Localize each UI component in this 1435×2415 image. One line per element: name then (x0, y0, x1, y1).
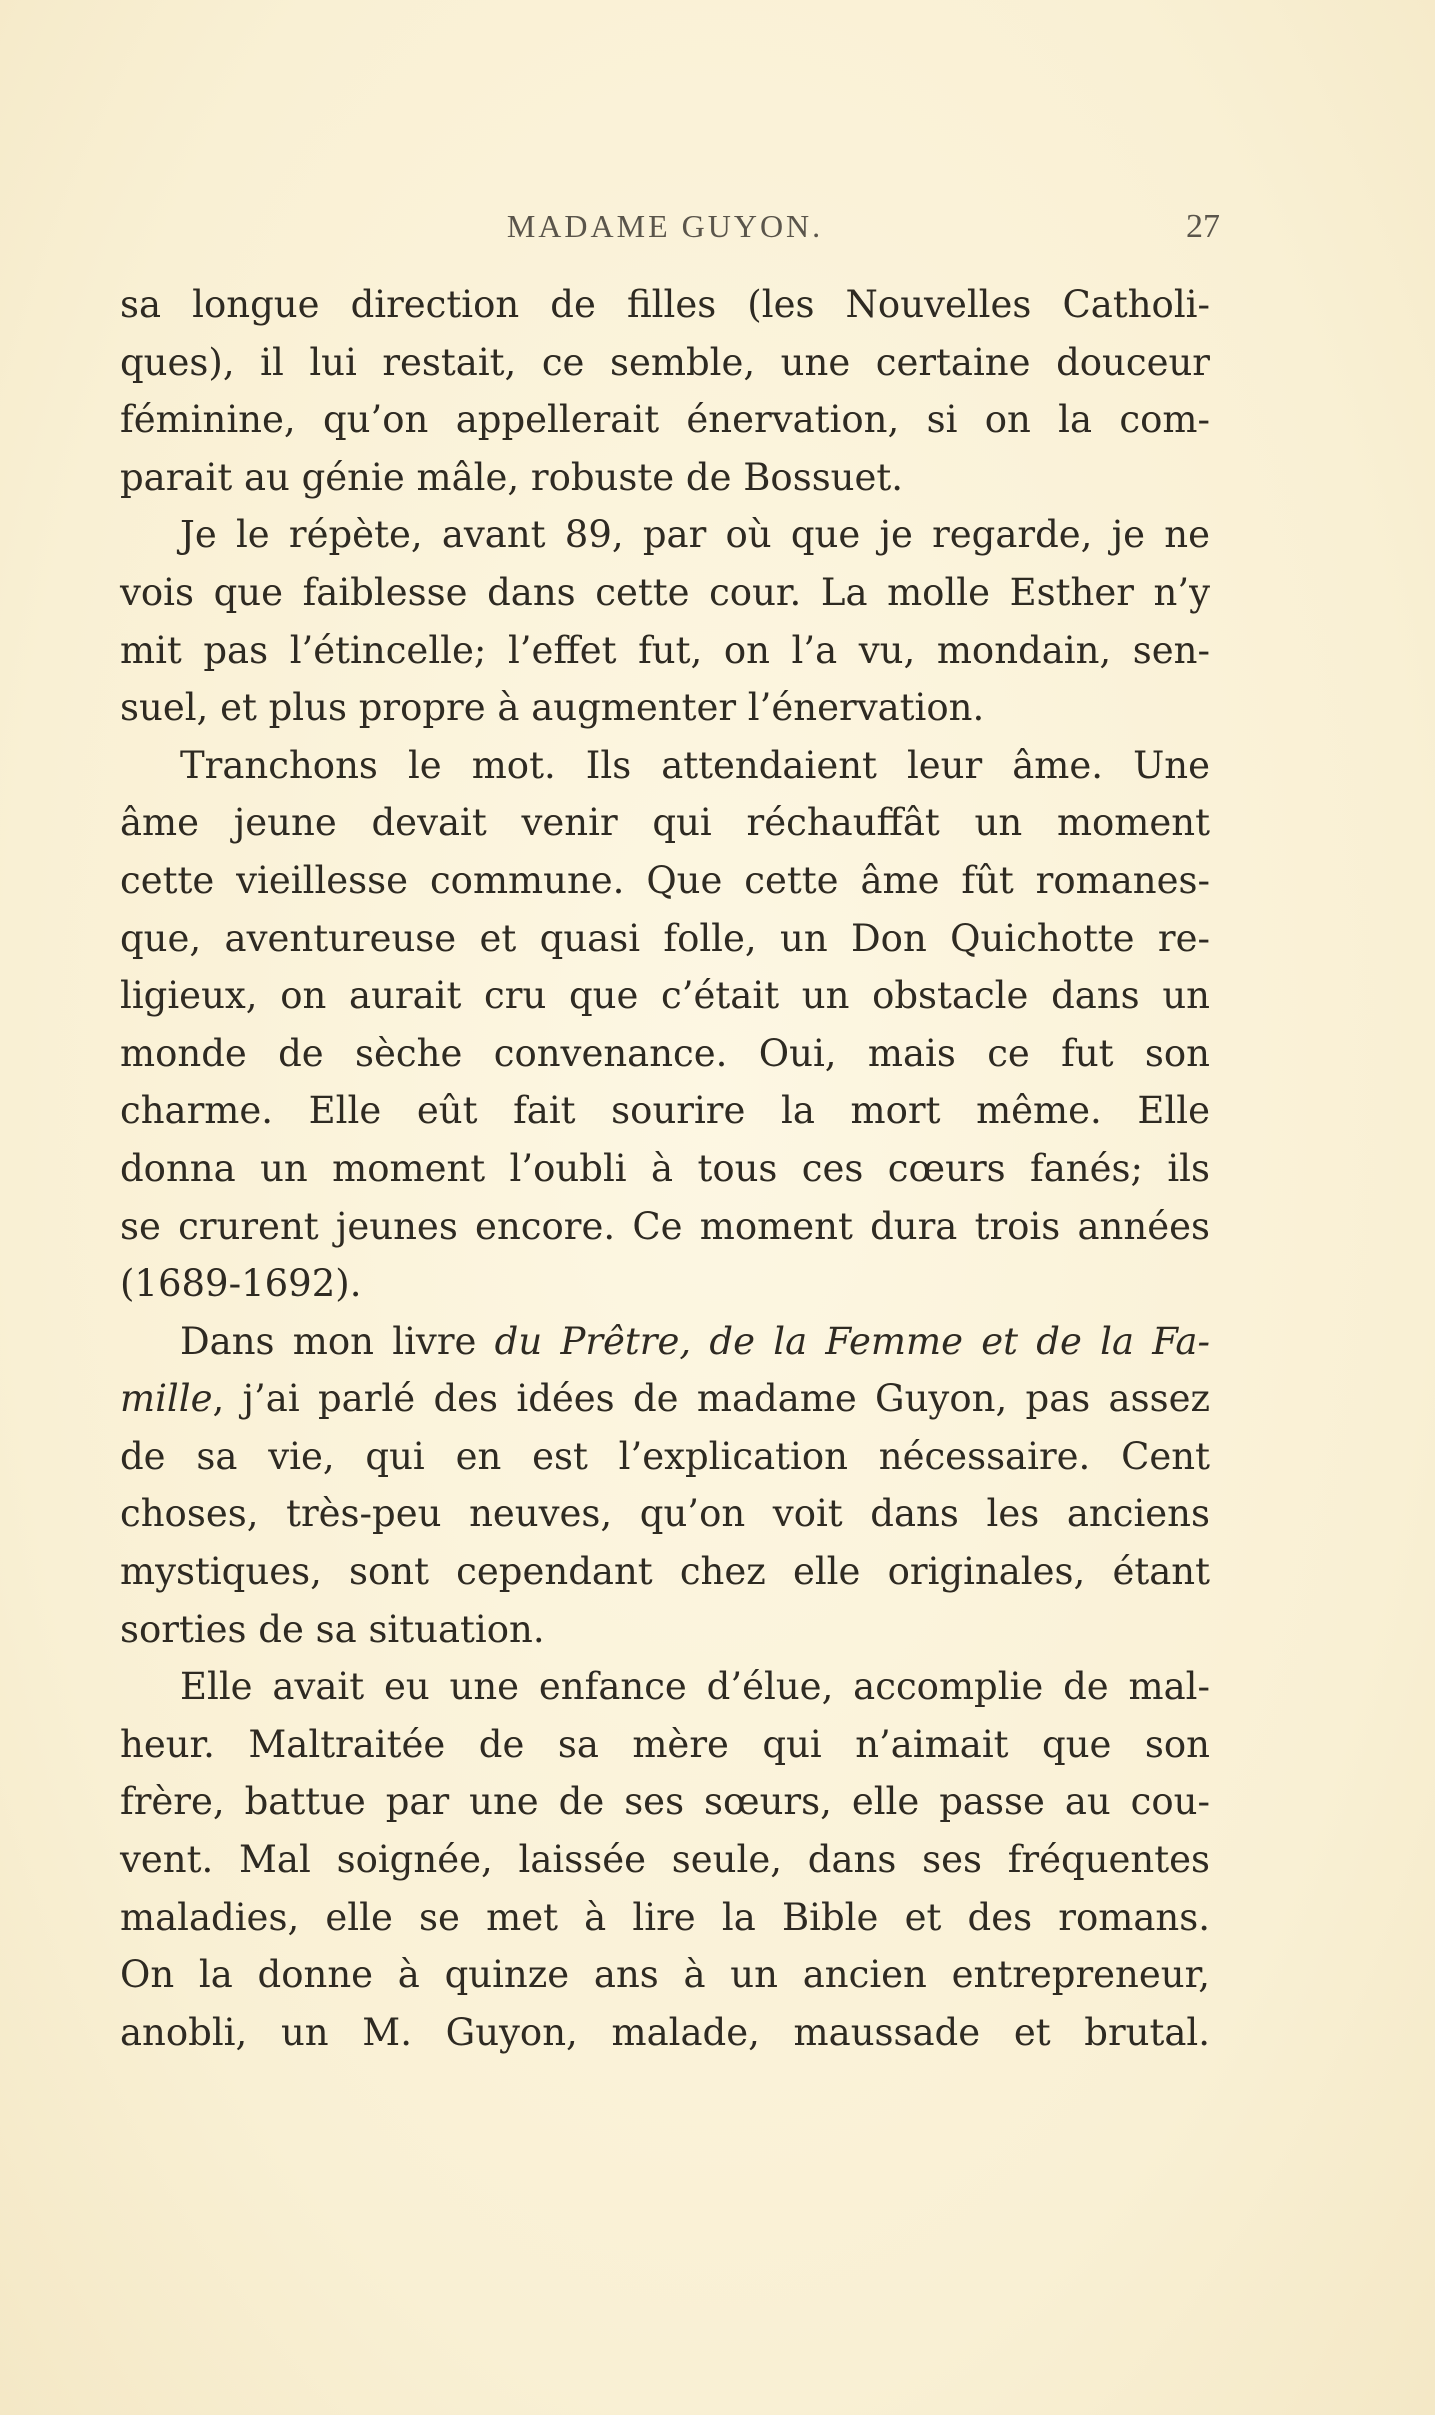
text-line: anobli, un M. Guyon, malade, maussade et brutal. (120, 2010, 1210, 2054)
text-line: mit pas l’étincelle; l’effet fut, on l’a vu, mondain, sen- (120, 628, 1210, 672)
text-line: que, aventureuse et quasi folle, un Don Quichotte re- (120, 916, 1210, 960)
text-line: Tranchons le mot. Ils attendaient leur âme. Une (180, 743, 1210, 787)
text-line: de sa vie, qui en est l’explication nécessaire. Cent (120, 1434, 1210, 1478)
text-line: monde de sèche convenance. Oui, mais ce fut son (120, 1031, 1210, 1075)
paragraph-4 (120, 1313, 1210, 1659)
text-line: mystiques, sont cependant chez elle originales, étant (120, 1550, 1210, 1594)
text-line: âme jeune devait venir qui réchauffât un moment (120, 801, 1210, 845)
text-run: , j’ai parlé des idées de madame Guyon, pas assez (212, 1377, 1210, 1421)
text-line: donna un moment l’oubli à tous ces cœurs fanés; ils (120, 1146, 1210, 1190)
running-title: MADAME GUYON. (506, 208, 824, 244)
text-line: ques), il lui restait, ce semble, une certaine douceur (120, 340, 1210, 384)
text-line: Je le répète, avant 89, par où que je regarde, je ne (180, 513, 1210, 557)
text-line: parait au génie mâle, robuste de Bossuet. (120, 455, 904, 499)
text-line: vois que faiblesse dans cette cour. La molle Esther n’y (120, 570, 1210, 614)
text-line: cette vieillesse commune. Que cette âme fût romanes- (120, 858, 1210, 902)
book-title-italic: du Prêtre, de la Femme et de la Fa- (494, 1319, 1210, 1363)
text-line: sorties de sa situation. (120, 1607, 545, 1651)
text-line: se crurent jeunes encore. Ce moment dura trois années (120, 1204, 1210, 1248)
text-run: Dans mon livre (180, 1319, 495, 1363)
text-line (120, 1370, 1210, 1428)
text-line: choses, très-peu neuves, qu’on voit dans les anciens (120, 1492, 1210, 1536)
paragraph-1 (120, 276, 1210, 506)
text-line: suel, et plus propre à augmenter l’énervation. (120, 686, 985, 730)
paragraph-3 (120, 737, 1210, 1313)
body-text (120, 276, 1210, 2061)
book-title-italic: mille (120, 1377, 213, 1421)
text-line: sa longue direction de filles (les Nouvelles Catholi- (120, 283, 1210, 326)
text-line: féminine, qu’on appellerait énervation, si on la com- (120, 398, 1210, 442)
text-line: (1689-1692). (120, 1262, 362, 1306)
text-line: charme. Elle eût fait sourire la mort même. Elle (120, 1089, 1210, 1133)
text-line: frère, battue par une de ses sœurs, elle passe au cou- (120, 1780, 1210, 1824)
text-line: heur. Maltraitée de sa mère qui n’aimait que son (120, 1722, 1210, 1766)
text-line: Elle avait eu une enfance d’élue, accomplie de mal- (180, 1665, 1210, 1709)
text-line (120, 1313, 1210, 1371)
text-line: vent. Mal soignée, laissée seule, dans ses fréquentes (120, 1838, 1210, 1882)
text-line: ligieux, on aurait cru que c’était un obstacle dans un (120, 974, 1210, 1018)
text-line: On la donne à quinze ans à un ancien entrepreneur, (120, 1953, 1210, 1997)
paragraph-2 (120, 506, 1210, 736)
running-head (120, 208, 1220, 248)
text-line: maladies, elle se met à lire la Bible et des romans. (120, 1895, 1210, 1939)
paragraph-5 (120, 1658, 1210, 2061)
page-number: 27 (1186, 208, 1220, 245)
